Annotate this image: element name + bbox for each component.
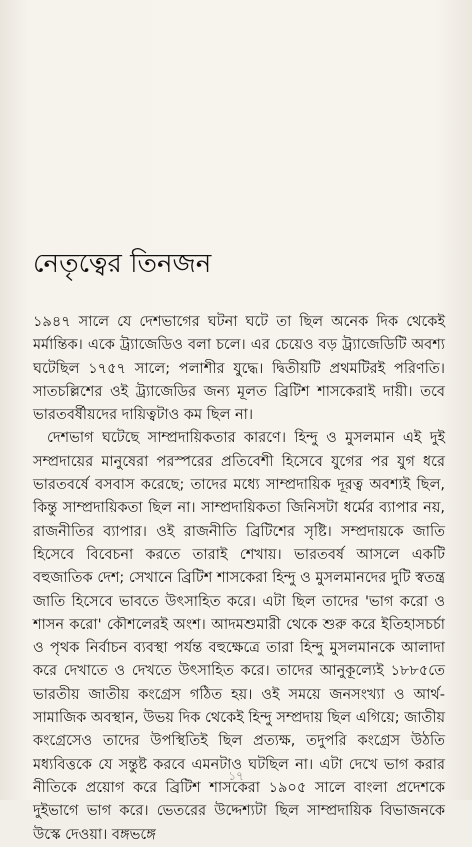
bleed-through-text: [22, 10, 447, 217]
section-heading: নেতৃত্বের তিনজন: [33, 249, 212, 279]
paragraph-1: ১৯৪৭ সালে যে দেশভাগের ঘটনা ঘটে তা ছিল অনেক দিক থেকেই মর্মান্তিক। একে ট্র্যাজেডিও বলা চলে। এর চেয়েও বড় ট্র্যাজেডিটি অবশ্য ঘটেছিল ১৭৫৭ সালে; পলাশীর যুদ্ধে। দ্বিতীয়টি প্রথমটিরই পরিণতি। সাতচল্লিশের ওই ট্র্যাজেডির জন্য মূলত ব্রিটিশ শাসকেরাই দায়ী। তবে ভারতবর্ষীয়দের দায়িত্বটাও কম ছিল না।: [33, 314, 445, 424]
page-number: ১৭: [228, 769, 244, 783]
body-text: [33, 311, 445, 847]
paragraph-2: দেশভাগ ঘটেছে সাম্প্রদায়িকতার কারণে। হিন্দু ও মুসলমান এই দুই সম্প্রদায়ের মানুষেরা পরস্পরের প্রতিবেশী হিসেবে যুগের পর যুগ ধরে ভারতবর্ষে বসবাস করেছে; তাদের মধ্যে সাম্প্রদায়িক দূরত্ব অবশ্যই ছিল, কিন্তু সাম্প্রদায়িকতা ছিল না। সাম্প্রদায়িকতা জিনিসটা ধর্মের ব্যাপার নয়, রাজনীতির ব্যাপার। ওই রাজনীতি ব্রিটিশের সৃষ্টি। সম্প্রদায়কে জাতি হিসেবে বিবেচনা করতে তারাই শেখায়। ভারতবর্ষ আসলে একটি বহুজাতিক দেশ; সেখানে ব্রিটিশ শাসকেরা হিন্দু ও মুসলমানদের দুটি স্বতন্ত্র জাতি হিসেবে ভাবতে উৎসাহিত করে। এটা ছিল তাদের 'ভাগ করো ও শাসন করো' কৌশলেরই অংশ। আদমশুমারী থেকে শুরু করে ইতিহাসচর্চা ও পৃথক নির্বাচন ব্যবস্থা পর্যন্ত বহুক্ষেত্রে তারা হিন্দু মুসলমানকে আলাদা করে দেখাতে ও দেখতে উৎসাহিত করে। তাদের আনুকূল্যেই ১৮৮৫তে ভারতীয় জাতীয় কংগ্রেস গঠিত হয়। ওই সময়ে জনসংখ্যা ও আর্থ-সামাজিক অবস্থান, উভয় দিক থেকেই হিন্দু সম্প্রদায় ছিল এগিয়ে; জাতীয় কংগ্রেসেও তাদের উপস্থিতিই ছিল প্রত্যক্ষ, তদুপরি কংগ্রেস উঠতি মধ্যবিত্তকে যে সন্তুষ্ট করবে এমনটাও ঘটছিল না। এটা দেখে ভাগ করার নীতিকে প্রয়োগ করে ব্রিটিশ শাসকেরা ১৯০৫ সালে বাংলা প্রদেশকে দুইভাগে ভাগ করে। ভেতরের উদ্দেশ্যটা ছিল সাম্প্রদায়িক বিভাজনকে উস্কে দেওয়া। বঙ্গভঙ্গে: [33, 430, 446, 843]
